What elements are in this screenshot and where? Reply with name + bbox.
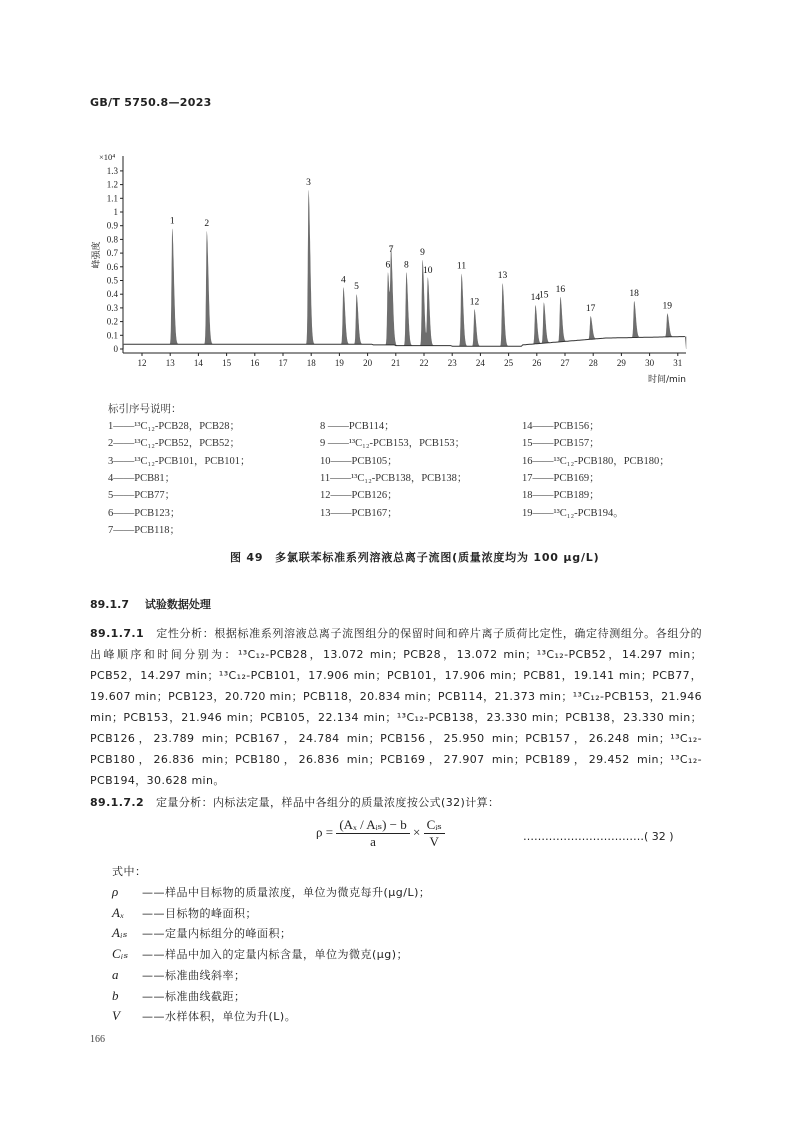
variable-symbol: b [112, 987, 119, 1003]
x-tick-label: 28 [588, 358, 598, 368]
variable-definition [112, 925, 292, 941]
section-title: 试验数据处理 [144, 598, 211, 611]
legend-item: 19——¹³C₁₂-PCB194。 [522, 507, 624, 519]
variable-symbol: Aₓ [112, 904, 125, 920]
formula-denominator: a [370, 834, 376, 849]
formula-denominator: V [429, 834, 439, 849]
legend-item: 8 ——PCB114； [320, 421, 395, 432]
variable-definition [112, 946, 408, 962]
page-number: 166 [90, 1034, 105, 1045]
peak-label: 5 [354, 282, 359, 293]
variable-description: ——水样体积，单位为升(L)。 [142, 1010, 297, 1024]
variable-description: ——样品中目标物的质量浓度，单位为微克每升(μg/L)； [142, 886, 431, 899]
x-tick-label: 17 [278, 358, 288, 368]
section-number: 89.1.7 [90, 598, 129, 611]
variable-symbol: ρ [112, 884, 119, 899]
variable-definition [112, 905, 257, 921]
peak-label: 17 [585, 304, 596, 315]
variable-symbol: V [112, 1008, 121, 1024]
x-tick-label: 14 [193, 358, 203, 368]
y-tick-label: 0.2 [106, 316, 118, 327]
peak-label: 11 [456, 261, 467, 272]
y-tick-label: 1.3 [106, 165, 118, 176]
y-tick-label: 0.3 [106, 302, 118, 313]
y-tick-label: 1.1 [106, 193, 118, 204]
peak-label: 10 [423, 265, 433, 276]
qualitative-paragraph [90, 623, 702, 791]
legend-item: 14——PCB156； [522, 421, 600, 432]
legend-item: 7——PCB118； [108, 524, 180, 536]
y-tick-label: 0.7 [106, 248, 118, 259]
variable-description: ——标准曲线斜率； [142, 968, 246, 982]
y-tick-label: 0.5 [106, 275, 118, 286]
variable-symbol: a [112, 966, 119, 982]
x-tick-label: 26 [532, 358, 542, 368]
clause-text: 定量分析：内标法定量，样品中各组分的质量浓度按公式(32)计算： [156, 796, 500, 809]
y-tick-label: 1 [113, 207, 118, 217]
peak-label: 13 [497, 271, 508, 282]
legend-item: 2——¹³C₁₂-PCB52，PCB52； [108, 438, 241, 450]
legend-item: 1——¹³C₁₂-PCB28，PCB28； [108, 421, 241, 432]
formula-lhs: ρ = [316, 824, 334, 840]
x-tick-label: 27 [560, 358, 570, 368]
y-tick-label: 0 [113, 344, 118, 354]
variable-definition [112, 988, 246, 1004]
legend-item: 12——PCB126； [320, 490, 398, 502]
variable-symbol: Aᵢₛ [112, 925, 128, 941]
x-tick-label: 23 [447, 358, 457, 368]
y-axis-label: 峰强度 [92, 241, 102, 269]
legend-item: 16——¹³C₁₂-PCB180，PCB180； [522, 455, 670, 467]
peak-label: 1 [169, 216, 175, 227]
legend-item: 13——PCB167； [320, 507, 398, 519]
legend-item: 15——PCB157； [522, 438, 600, 450]
peak-label: 15 [539, 290, 549, 301]
peak-label: 2 [204, 219, 210, 230]
chromatogram-chart [0, 140, 794, 390]
y-tick-label: 0.9 [106, 220, 118, 231]
clause-number: 89.1.7.1 [90, 627, 145, 640]
y-tick-label: 1.2 [106, 179, 118, 190]
peak-label: 16 [555, 284, 566, 295]
y-tick-label: 0.6 [106, 261, 118, 272]
section-heading [90, 596, 211, 612]
quantitative-paragraph [90, 792, 499, 813]
formula-numerator: Cᵢₛ [424, 817, 445, 834]
formula-32 [316, 817, 445, 850]
peak-label: 6 [385, 260, 391, 271]
x-tick-label: 13 [165, 358, 175, 368]
y-tick-label: 0.8 [106, 234, 118, 245]
peak-label: 19 [662, 301, 673, 312]
x-tick-label: 21 [391, 358, 401, 368]
equation-number [523, 830, 674, 843]
formula-numerator: (Aₓ / Aᵢₛ) − b [336, 817, 409, 834]
legend-item: 3——¹³C₁₂-PCB101，PCB101； [108, 455, 251, 467]
clause-text: 定性分析：根据标准系列溶液总离子流图组分的保留时间和碎片离子质荷比定性，确定待测组分。各组分的出峰顺序和时间分别为：¹³C₁₂-PCB28，13.072 min；PCB28，13.072 min；¹³C₁₂-PCB52，14.297 min；PCB52，14.297 min；¹³C₁₂-PCB101，17.906 min；PCB101，17.906 min；PCB81，19.141 min；PCB77，19.607 min；PCB123，20.720 min；PCB118，20.834 min；PCB114，21.373 min；¹³C₁₂-PCB153，21.946 min；PCB153，21.946 min；PCB105，22.134 min；¹³C₁₂-PCB138，23.330 min；PCB138，23.330 min；PCB126，23.789 min；PCB167，24.784 min；PCB156，25.950 min；PCB157，26.248 min；¹³C₁₂-PCB180，26.836 min；PCB180，26.836 min；PCB169，27.907 min；PCB189，29.452 min；¹³C₁₂-PCB194，30.628 min。 [90, 627, 702, 787]
peak-label: 4 [341, 275, 346, 286]
peak-label: 7 [388, 245, 394, 256]
variable-description: ——目标物的峰面积； [142, 906, 257, 920]
x-tick-label: 25 [504, 358, 514, 368]
x-tick-label: 31 [673, 358, 683, 368]
variable-description: ——样品中加入的定量内标含量，单位为微克(μg)； [142, 948, 409, 962]
eq-number: ( 32 ) [644, 830, 674, 843]
legend-item: 18——PCB189； [522, 490, 600, 502]
variable-symbol: Cᵢₛ [112, 946, 129, 962]
variable-definition [112, 1008, 296, 1024]
x-tick-label: 29 [616, 358, 626, 368]
x-tick-label: 24 [475, 358, 485, 368]
y-tick-label: 0.1 [106, 330, 118, 341]
peak-label: 12 [469, 297, 480, 308]
legend-item: 11——¹³C₁₂-PCB138，PCB138； [320, 472, 468, 484]
x-tick-label: 19 [334, 358, 344, 368]
peak-label: 9 [420, 247, 425, 258]
x-tick-label: 30 [645, 358, 655, 368]
legend-item: 9 ——¹³C₁₂-PCB153，PCB153； [320, 438, 466, 450]
peak-label: 8 [403, 260, 409, 271]
variable-description: ——定量内标组分的峰面积； [142, 927, 292, 941]
y-multiplier: ×10⁴ [99, 152, 116, 162]
variable-definition [112, 967, 246, 983]
where-label: 式中： [112, 865, 147, 878]
variable-description: ——标准曲线截距； [142, 989, 246, 1003]
clause-number: 89.1.7.2 [90, 796, 145, 809]
legend-title: 标引序号说明： [108, 404, 182, 415]
peak-label: 14 [530, 293, 541, 304]
leader-dots: …………………………… [523, 830, 644, 843]
x-tick-label: 15 [222, 358, 232, 368]
x-axis-label: 时间/min [647, 375, 686, 385]
formula-times: × [413, 824, 421, 840]
x-tick-label: 20 [363, 358, 373, 368]
x-tick-label: 16 [250, 358, 260, 368]
peak-label: 18 [629, 289, 639, 300]
legend-item: 4——PCB81； [108, 472, 176, 484]
y-tick-label: 0.4 [106, 289, 118, 300]
figure-caption: 图 49 多氯联苯标准系列溶液总离子流图(质量浓度均为 100 μg/L) [230, 551, 600, 564]
x-tick-label: 22 [419, 358, 429, 368]
standard-header: GB/T 5750.8—2023 [90, 96, 212, 109]
peak-label: 3 [306, 178, 311, 189]
legend-item: 5——PCB77； [108, 490, 176, 502]
variable-definition [112, 884, 430, 900]
legend-item: 10——PCB105； [320, 455, 398, 467]
legend-item: 17——PCB169； [522, 472, 600, 484]
x-tick-label: 12 [137, 358, 147, 368]
legend-item: 6——PCB123； [108, 507, 181, 519]
x-tick-label: 18 [306, 358, 316, 368]
